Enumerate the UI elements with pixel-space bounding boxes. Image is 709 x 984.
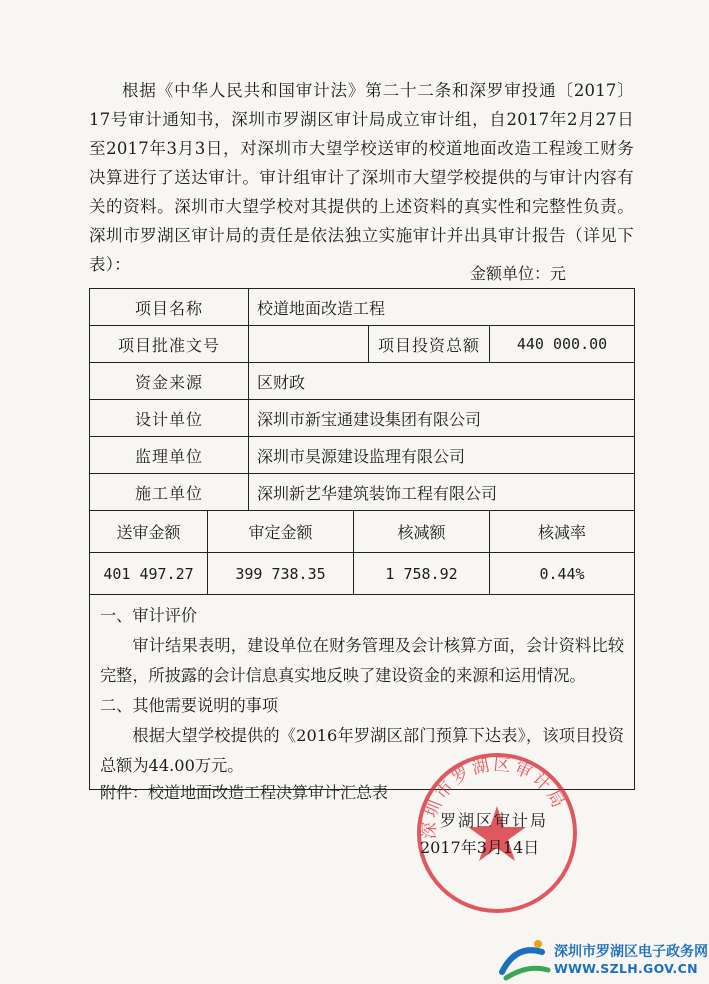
watermark-site-name: 深圳市罗湖区电子政务网: [554, 944, 708, 960]
table-row: [90, 363, 635, 400]
section2-title: 二、其他需要说明的事项: [100, 696, 279, 715]
approved-amount-header: 审定金额: [208, 511, 354, 553]
supervision-unit-label: 监理单位: [90, 437, 249, 474]
official-seal-icon: [412, 748, 582, 918]
section1-title: 一、审计评价: [100, 606, 198, 625]
watermark-site-url: WWW.SZLH.GOV.CN: [554, 961, 698, 976]
table-row: [90, 437, 635, 474]
reduction-rate-header: 核减率: [490, 511, 635, 553]
reduction-header: 核减额: [354, 511, 490, 553]
supervision-unit-value: 深圳市昊源建设监理有限公司: [249, 437, 635, 474]
design-unit-label: 设计单位: [90, 400, 249, 437]
signature-org: 罗湖区审计局: [440, 811, 549, 830]
table-row: [90, 289, 635, 326]
project-name-label: 项目名称: [90, 289, 249, 326]
construction-unit-value: 深圳新艺华建筑装饰工程有限公司: [249, 474, 635, 511]
table-row: [90, 474, 635, 511]
audit-table: [89, 288, 635, 790]
table-row: [90, 326, 635, 363]
signature-date: 2017年3月14日: [420, 838, 540, 857]
fund-source-value: 区财政: [249, 363, 635, 400]
submitted-amount-header: 送审金额: [90, 511, 208, 553]
section2-text: 根据大望学校提供的《2016年罗湖区部门预算下达表》，该项目投资总额为44.00万元。: [100, 726, 625, 775]
approval-no-label: 项目批准文号: [90, 326, 249, 363]
submitted-amount-value: 401 497.27: [90, 553, 208, 595]
investment-value: 440 000.00: [490, 326, 635, 363]
attachment-note: 附件：校道地面改造工程决算审计汇总表: [100, 783, 389, 802]
section1-text: 审计结果表明，建设单位在财务管理及会计核算方面，会计资料比较完整，所披露的会计信息真实地反映了建设资金的来源和运用情况。: [100, 636, 625, 685]
seal-text: 深圳市罗湖区审计局: [419, 754, 570, 840]
fund-source-label: 资金来源: [90, 363, 249, 400]
reduction-value: 1 758.92: [354, 553, 490, 595]
approved-amount-value: 399 738.35: [208, 553, 354, 595]
design-unit-value: 深圳市新宝通建设集团有限公司: [249, 400, 635, 437]
table-row: [90, 553, 635, 595]
investment-label: 项目投资总额: [369, 326, 490, 363]
construction-unit-label: 施工单位: [90, 474, 249, 511]
approval-no-value: [249, 326, 369, 363]
table-row: [90, 511, 635, 553]
reduction-rate-value: 0.44%: [490, 553, 635, 595]
currency-unit: 金额单位：元: [470, 264, 567, 283]
table-row: [90, 400, 635, 437]
project-name-value: 校道地面改造工程: [249, 289, 635, 326]
intro-paragraph: 根据《中华人民共和国审计法》第二十二条和深罗审投通〔2017〕17号审计通知书，深圳市罗湖区审计局成立审计组，自2017年2月27日至2017年3月3日，对深圳市大望学校送审的校道地面改造工程竣工财务决算进行了送达审计。审计组审计了深圳市大望学校提供的与审计内容有关的资料。深圳市大望学校对其提供的上述资料的真实性和完整性负责。深圳市罗湖区审计局的责任是依法独立实施审计并出具审计报告（详见下表）：: [89, 81, 634, 274]
